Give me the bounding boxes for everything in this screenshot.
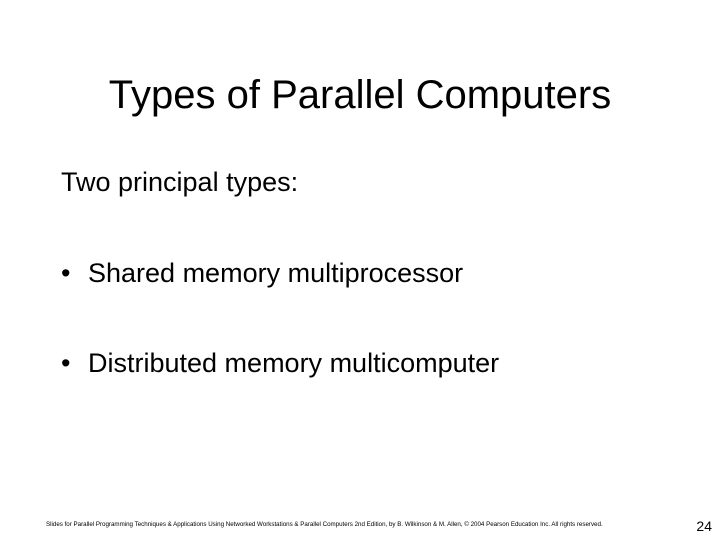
bullet-text: Distributed memory multicomputer bbox=[88, 348, 500, 378]
bullet-icon: • bbox=[61, 258, 71, 288]
bullet-item-shared-memory bbox=[61, 256, 463, 290]
bullet-item-distributed-memory bbox=[61, 346, 499, 380]
intro-text: Two principal types: bbox=[61, 167, 299, 197]
slide-title: Types of Parallel Computers bbox=[108, 73, 612, 117]
bullet-icon: • bbox=[61, 348, 71, 378]
footer-text: Slides for Parallel Programming Techniques & Applications Using Networked Workstations & Parallel Computers 2nd Edition, by B. Wilkinson & M. Allen, © 2004 Pearson Education Inc. All rights reserved. bbox=[46, 521, 603, 528]
page-number: 24 bbox=[696, 518, 712, 534]
bullet-text: Shared memory multiprocessor bbox=[88, 258, 464, 288]
